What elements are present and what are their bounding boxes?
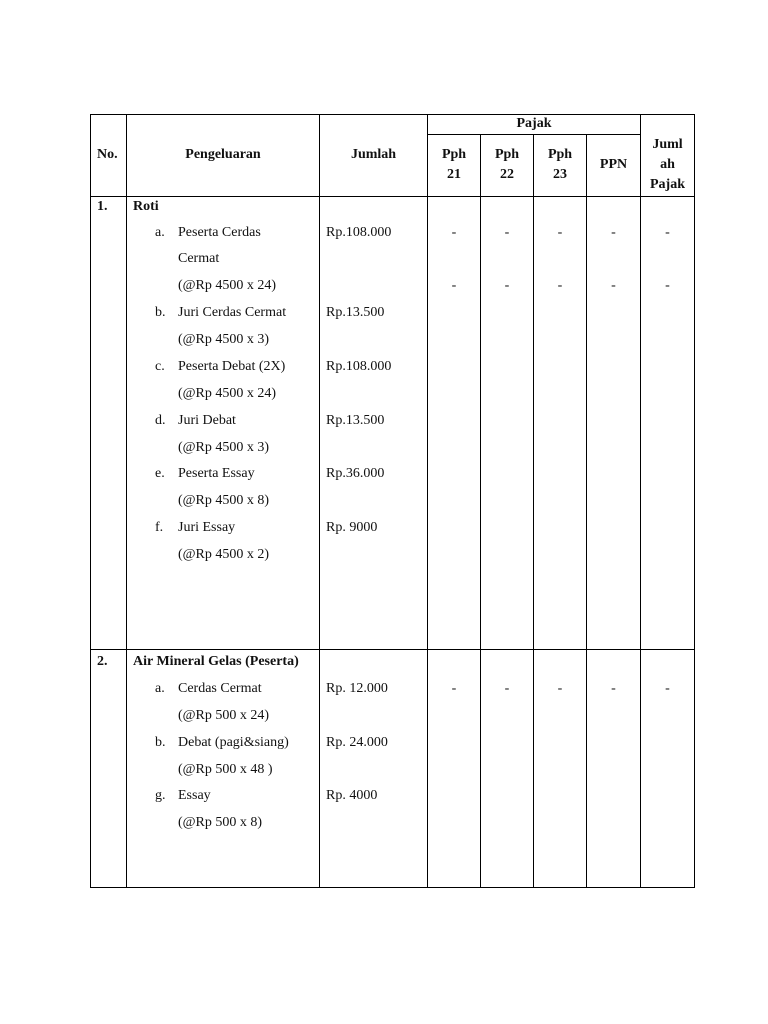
item-letter: g. <box>155 788 166 803</box>
item-letter: d. <box>155 413 166 428</box>
item-letter: b. <box>155 735 166 750</box>
pph22-dash: - <box>504 278 510 293</box>
pph22-dash: - <box>504 681 510 696</box>
pph21-dash: - <box>451 225 457 240</box>
header-ppn: PPN <box>599 157 628 172</box>
item-unit-price: (@Rp 4500 x 24) <box>178 386 277 401</box>
item-description: Cerdas Cermat <box>178 681 262 696</box>
item-description: Essay <box>178 788 211 803</box>
ppn-dash: - <box>611 225 616 240</box>
item-unit-price: (@Rp 4500 x 2) <box>178 547 270 562</box>
header-pph23-line2: 23 <box>553 167 567 182</box>
jumlah-pajak-dash: - <box>665 681 670 696</box>
header-pph22-line2: 22 <box>500 167 514 182</box>
item-unit-price: (@Rp 4500 x 8) <box>178 493 270 508</box>
item-description: Peserta Essay <box>178 466 255 481</box>
item-description: Peserta Cerdas <box>178 225 261 240</box>
item-description-cont: Cermat <box>178 251 220 266</box>
item-letter: b. <box>155 305 166 320</box>
item-unit-price: (@Rp 500 x 8) <box>178 815 263 830</box>
item-amount: Rp. 12.000 <box>326 681 388 696</box>
header-pph21-line2: 21 <box>447 167 461 182</box>
item-amount: Rp. 9000 <box>326 520 378 535</box>
item-amount: Rp.13.500 <box>326 413 385 428</box>
item-unit-price: (@Rp 4500 x 3) <box>178 440 270 455</box>
item-amount: Rp.13.500 <box>326 305 385 320</box>
item-description: Juri Debat <box>178 413 236 428</box>
section-number: 1. <box>97 199 108 214</box>
jumlah-pajak-dash: - <box>665 225 670 240</box>
header-jumlah-pajak-line1: Juml <box>652 137 683 152</box>
pph23-dash: - <box>557 681 563 696</box>
pph22-dash: - <box>504 225 510 240</box>
item-letter: c. <box>155 359 165 374</box>
header-pph23-line1: Pph <box>547 147 573 162</box>
item-letter: a. <box>155 681 165 696</box>
item-letter: e. <box>155 466 165 481</box>
header-jumlah-pajak-line2: ah <box>660 157 675 172</box>
header-jumlah-pajak-line3: Pajak <box>650 177 685 192</box>
pph23-dash: - <box>557 225 563 240</box>
item-unit-price: (@Rp 4500 x 3) <box>178 332 270 347</box>
header-pph22-line1: Pph <box>494 147 520 162</box>
ppn-dash: - <box>611 681 616 696</box>
ppn-dash: - <box>611 278 616 293</box>
section-number: 2. <box>97 654 108 669</box>
pph23-dash: - <box>557 278 563 293</box>
item-amount: Rp.108.000 <box>326 225 392 240</box>
section-title: Air Mineral Gelas (Peserta) <box>133 654 299 669</box>
item-description: Juri Cerdas Cermat <box>178 305 287 320</box>
header-pph21-line1: Pph <box>441 147 467 162</box>
item-amount: Rp. 24.000 <box>326 735 388 750</box>
item-unit-price: (@Rp 500 x 24) <box>178 708 270 723</box>
item-amount: Rp.108.000 <box>326 359 392 374</box>
item-description: Debat (pagi&siang) <box>178 735 289 750</box>
item-unit-price: (@Rp 500 x 48 ) <box>178 762 273 777</box>
section-title: Roti <box>133 199 159 214</box>
pph21-dash: - <box>451 681 457 696</box>
item-unit-price: (@Rp 4500 x 24) <box>178 278 277 293</box>
header-no: No. <box>97 147 118 162</box>
header-pajak: Pajak <box>516 116 552 131</box>
item-description: Juri Essay <box>178 520 236 535</box>
header-jumlah: Jumlah <box>350 147 397 162</box>
item-amount: Rp.36.000 <box>326 466 385 481</box>
jumlah-pajak-dash: - <box>665 278 670 293</box>
header-pengeluaran: Pengeluaran <box>185 147 261 162</box>
item-letter: f. <box>155 520 164 535</box>
item-letter: a. <box>155 225 165 240</box>
item-description: Peserta Debat (2X) <box>178 359 286 374</box>
pph21-dash: - <box>451 278 457 293</box>
item-amount: Rp. 4000 <box>326 788 378 803</box>
